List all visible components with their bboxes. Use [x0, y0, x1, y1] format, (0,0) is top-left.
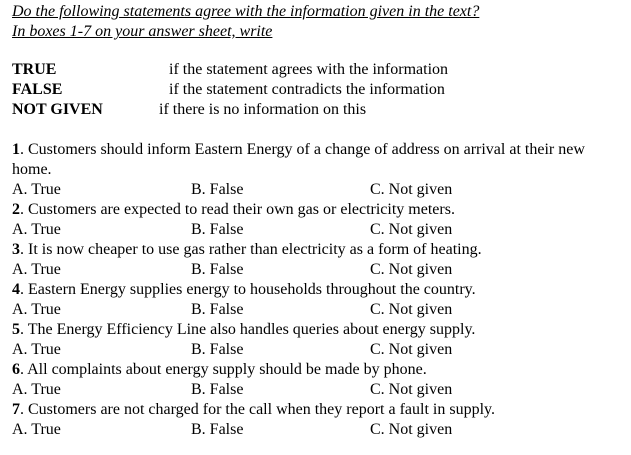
option-not-given[interactable]: C. Not given [370, 421, 453, 438]
question-6 [12, 360, 624, 400]
option-not-given[interactable]: C. Not given [370, 381, 453, 398]
answer-options [12, 380, 624, 400]
question-text [12, 140, 624, 180]
question-statement: . It is now cheaper to use gas rather than electricity as a form of heating. [20, 241, 482, 258]
legend-key: FALSE [12, 81, 63, 98]
question-number: 2 [12, 201, 20, 218]
question-number: 6 [12, 361, 20, 378]
question-number: 1 [12, 141, 20, 158]
answer-options [12, 180, 624, 200]
question-3 [12, 240, 624, 280]
legend-description: if the statement agrees with the information [169, 61, 449, 78]
option-false[interactable]: B. False [191, 261, 244, 278]
option-not-given[interactable]: C. Not given [370, 221, 453, 238]
option-false[interactable]: B. False [191, 381, 244, 398]
question-number: 5 [12, 321, 20, 338]
legend-row-false [12, 80, 624, 100]
option-true[interactable]: A. True [12, 261, 61, 278]
option-true[interactable]: A. True [12, 341, 61, 358]
answer-options [12, 340, 624, 360]
option-false[interactable]: B. False [191, 341, 244, 358]
question-7 [12, 400, 624, 440]
option-true[interactable]: A. True [12, 381, 61, 398]
question-number: 7 [12, 401, 20, 418]
question-text [12, 280, 624, 300]
question-number: 4 [12, 281, 20, 298]
instruction-line-2: In boxes 1-7 on your answer sheet, write [12, 23, 273, 40]
legend-key: TRUE [12, 61, 57, 78]
question-statement: . Customers should inform Eastern Energy of a change of address on arrival at their new home. [12, 141, 585, 178]
option-false[interactable]: B. False [191, 181, 244, 198]
question-text [12, 240, 624, 260]
question-statement: . Eastern Energy supplies energy to households throughout the country. [20, 281, 476, 298]
legend-description: if the statement contradicts the information [169, 81, 445, 98]
question-text [12, 400, 624, 420]
option-false[interactable]: B. False [191, 221, 244, 238]
question-text [12, 360, 624, 380]
option-not-given[interactable]: C. Not given [370, 181, 453, 198]
legend-key: NOT GIVEN [12, 101, 103, 118]
option-not-given[interactable]: C. Not given [370, 261, 453, 278]
document [12, 2, 624, 440]
question-text [12, 200, 624, 220]
question-statement: . All complaints about energy supply should be made by phone. [20, 361, 427, 378]
legend-row-not-given [12, 100, 624, 120]
question-text [12, 320, 624, 340]
option-true[interactable]: A. True [12, 301, 61, 318]
legend-description: if there is no information on this [159, 101, 367, 118]
option-not-given[interactable]: C. Not given [370, 301, 453, 318]
question-4 [12, 280, 624, 320]
option-true[interactable]: A. True [12, 421, 61, 438]
question-statement: . Customers are not charged for the call when they report a fault in supply. [20, 401, 495, 418]
question-5 [12, 320, 624, 360]
answer-legend [12, 60, 624, 120]
option-false[interactable]: B. False [191, 421, 244, 438]
question-statement: . The Energy Efficiency Line also handles queries about energy supply. [20, 321, 476, 338]
question-1 [12, 140, 624, 200]
question-list [12, 140, 624, 440]
question-number: 3 [12, 241, 20, 258]
answer-options [12, 300, 624, 320]
question-statement: . Customers are expected to read their own gas or electricity meters. [20, 201, 455, 218]
legend-row-true [12, 60, 624, 80]
answer-options [12, 420, 624, 440]
option-true[interactable]: A. True [12, 221, 61, 238]
question-2 [12, 200, 624, 240]
answer-options [12, 220, 624, 240]
option-false[interactable]: B. False [191, 301, 244, 318]
option-not-given[interactable]: C. Not given [370, 341, 453, 358]
instruction-line-1: Do the following statements agree with the information given in the text? [12, 3, 480, 20]
option-true[interactable]: A. True [12, 181, 61, 198]
answer-options [12, 260, 624, 280]
